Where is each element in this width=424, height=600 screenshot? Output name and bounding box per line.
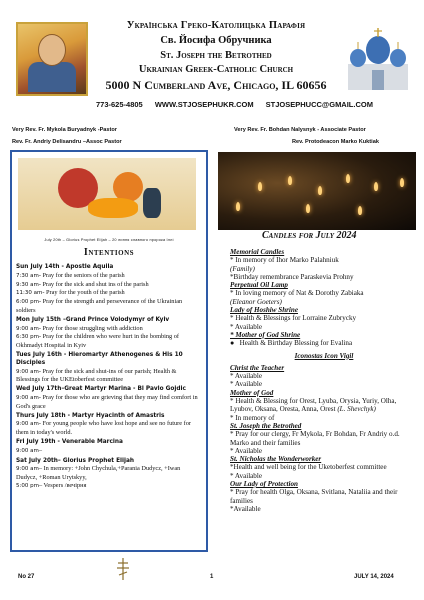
memorial-candles-heading: Memorial Candles [230,248,285,256]
contact-line [96,100,383,109]
church-address: 5000 N Cumberland Ave, Chicago, IL 60656 [105,78,327,92]
candle-entry: ● Health & Birthday Blessing for Evalina [230,339,353,348]
st-nicholas-heading: St. Nicholas the Wonderworker [230,455,322,464]
intention-item: 7:30 am- Pray for the seniors of the parish [16,271,125,279]
perpetual-lamp-heading: Perpetual Oil Lamp [230,281,288,290]
intention-day [16,458,202,491]
candle-entry: * Available [230,471,262,480]
day-heading: Thurs July 18th - Martyr Hyacinth of Amastris [16,412,165,419]
candles-title: Candles for July 2024 [262,230,357,241]
intention-item: 6:00 pm- Pray for the strength and perseverance of the Ukrainian soldiers [16,298,183,314]
intention-item: 5:00 pm– Vespers /вечірня [16,481,87,489]
candle-entry: * Health & Blessings for Lorraine Zubrycky [230,314,357,323]
candles-photo [218,152,416,230]
saint-icon-image [16,22,88,96]
candle-entry: * Available [230,372,262,381]
parish-name-ukrainian-2: Св. Йосифа Обручника [160,35,272,46]
candle-entry: *Available [230,504,261,513]
candle-entry: * Available [230,322,262,331]
intentions-title: Intentions [83,247,135,258]
feast-caption: July 20th – Glorius Prophet Elijah – 20 липня славного пророка Іллі [44,238,174,242]
hoshiw-shrine-heading: Lady of Hoshiw Shrine [230,306,298,315]
clergy-associate: Very Rev. Fr. Bohdan Nalysnyk - Associate Pastor [234,127,366,133]
intentions-list [16,264,202,491]
candle-entry: *Birthday remembrance Paraskevia Prohny [230,272,354,281]
prophet-elijah-icon-image [18,158,196,230]
intention-item: 6:30 pm- Pray for the children who were hurt in the bombing of Okhmadyt Hospital in Kyiv [16,333,180,350]
intention-item: 9:00 am- Pray for those who are grieving that they may find comfort in God's grace [16,393,198,410]
candle-entry-donor: (Family) [230,264,255,273]
clergy-assoc-pastor: Rev. Fr. Andriy Delisandru –Assoc Pastor [12,139,122,145]
intention-item: 9:30 am- Pray for the sick and shut ins of the parish [16,280,149,288]
cross-icon [115,557,131,581]
st-joseph-heading: St. Joseph the Betrothed [230,421,302,430]
website-link[interactable]: WWW.STJOSEPHUKR.COM [154,100,254,109]
candle-entry: * Available [230,380,262,389]
intention-item: 9:00 am- For young people who have lost hope and see no future for them in today's world. [16,420,191,437]
bullet-icon: ● [230,339,240,348]
candle-entry: * In memory of Ihor Marko Palahniuk [230,256,339,265]
intention-day [16,264,202,315]
intention-day [16,352,202,384]
intention-item: 9:00 am- Pray for the sick and shut-ins of our parish; Health & Blessings for the UKEtoberfest committee [16,367,177,384]
phone-number: 773-625-4805 [96,100,143,109]
day-heading: Fri July 19th - Venerable Marcina [16,438,123,445]
day-heading: Mon July 15th –Grand Prince Volodymyr of Kyiv [16,316,170,323]
intention-day [16,413,202,437]
iconostas-heading: Iconostas Icon Vigil [294,351,354,360]
church-domes-image [344,24,412,92]
candle-entry: * Health & Blessing for Orest, Lyuba, Orysia, Yuriy, Olha, Lyubov, Oksana, Oresta, Anna, Orest (L. Shevchyk) [230,397,397,414]
christ-teacher-heading: Christ the Teacher [230,363,285,372]
intention-item: 9:00 am- Pray for those struggling with addiction [16,324,143,332]
clergy-pastor: Very Rev. Fr. Mykola Buryadnyk -Pastor [12,127,117,133]
clergy-protodeacon: Rev. Protodeacon Marko Kuktiak [292,139,379,145]
candle-entry: * Available [230,446,262,455]
candle-entry: * In loving memory of Nat & Dorothy Zabiaka [230,289,364,298]
intention-item: 11:30 am- Pray for the youth of the parish [16,289,125,297]
day-heading: Wed July 17th–Great Martyr Marina - Bl Pavlo Gojdic [16,386,186,393]
candle-entry-donor: (Eleanor Goeters) [230,297,282,306]
page-number: 1 [210,574,214,580]
intention-day [16,386,202,410]
mother-of-god-shrine-heading: * Mother of God Shrine [230,330,301,339]
day-heading: Tues July 16th - Hieromartyr Athenogenes & His 10 Disciples [16,351,183,366]
parish-name-english: St. Joseph the Betrothed [160,50,272,61]
candle-entry: * In memory of [230,413,275,422]
intention-day [16,317,202,350]
day-heading: Sat July 20th– Glorius Prophet Elijah [16,457,135,464]
intention-day [16,439,202,456]
candle-entry: *Health and well being for the Uketoberfest committee [230,463,387,472]
candles-list [230,248,418,513]
church-name: Ukrainian Greek-Catholic Church [138,64,294,75]
day-heading: Sun July 14th - Apostle Aquila [16,264,114,270]
parish-name-ukrainian: Українська Греко-Католицька Парафія [126,20,306,31]
email-link[interactable]: STJOSEPHUCC@GMAIL.COM [265,100,373,109]
candle-entry: * Pray for our clergy, Fr Mykola, Fr Bohdan, Fr Andriy o.d. Marko and their families [230,430,400,447]
intention-item: 9:00 am– [16,446,42,454]
lady-of-protection-heading: Our Lady of Protection [230,480,298,489]
candle-entry: * Pray for health Olga, Oksana, Svitlana, Nataliia and their families [230,488,398,505]
bulletin-date: JULY 14, 2024 [354,574,394,580]
mother-of-god-heading: Mother of God [230,388,274,397]
issue-number: No 27 [18,574,35,580]
intention-item: 9:00 am– In memory: +John Chychula,+Parania Dudycz, +Iwan Dudycz, +Roman Urytskyy, [16,465,181,482]
